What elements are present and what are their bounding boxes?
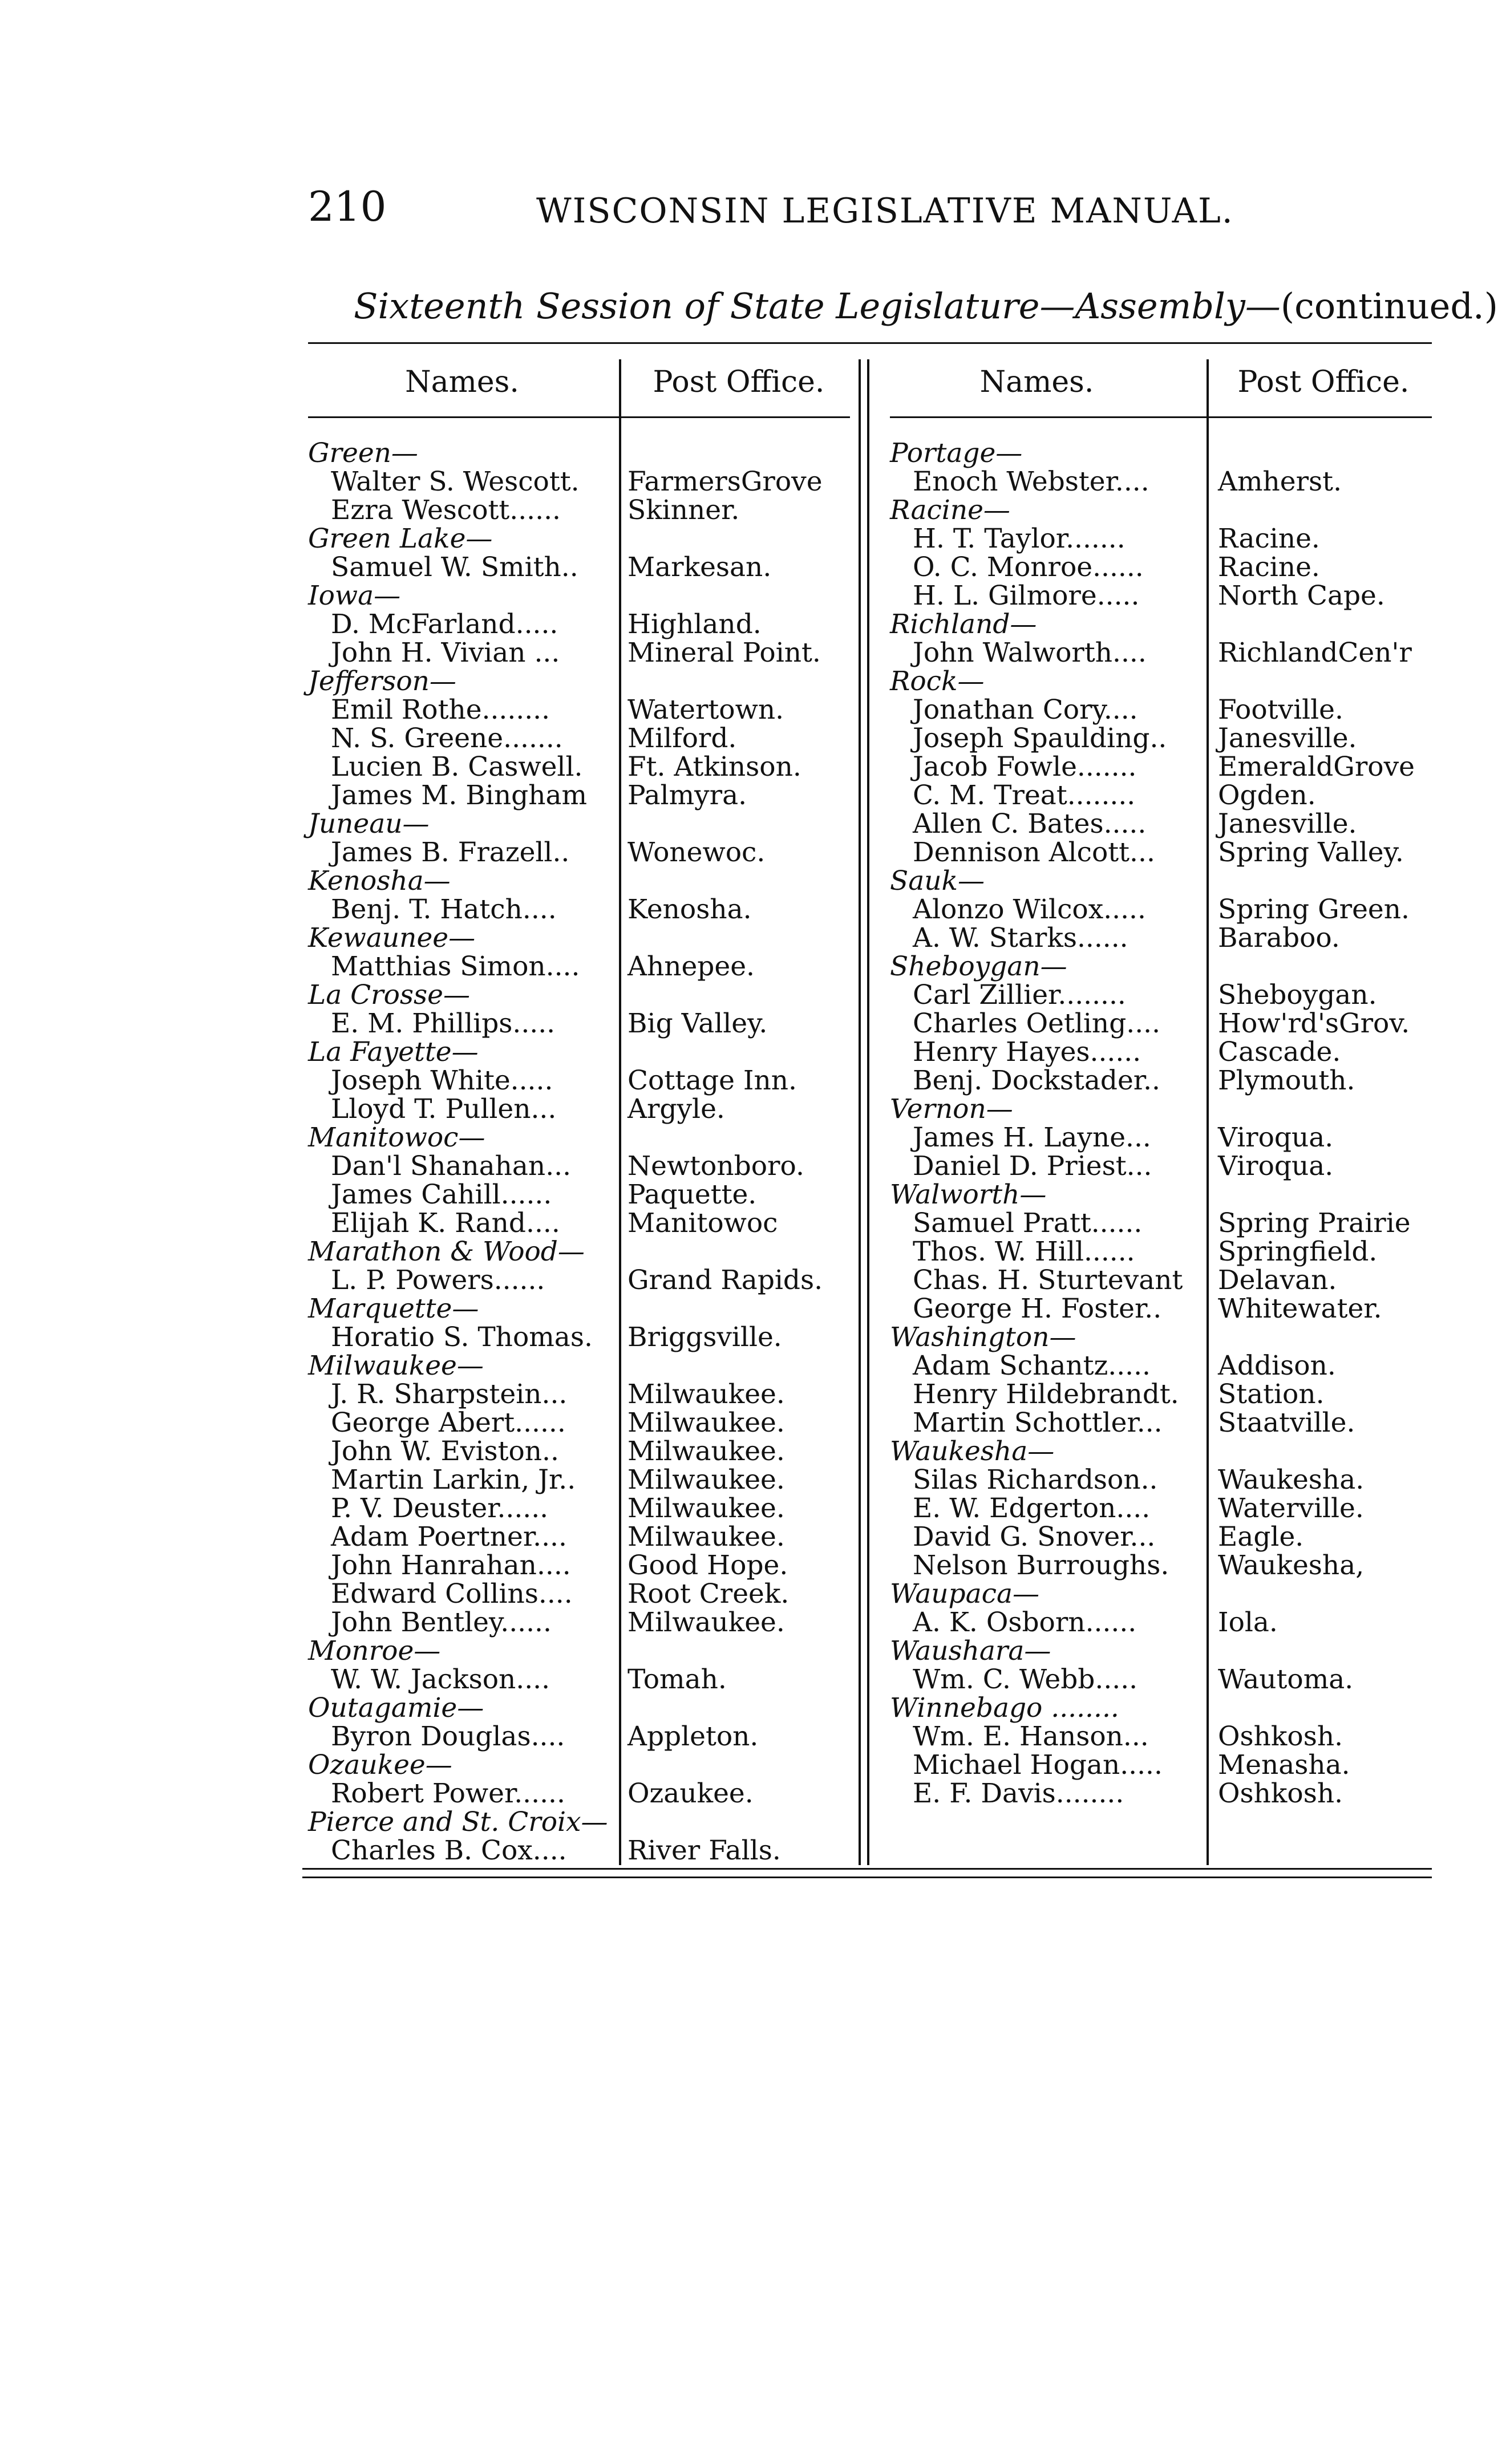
county-heading: Sauk— — [890, 865, 985, 897]
post-office: Cascade. — [1218, 1036, 1341, 1068]
county-heading: Walworth— — [890, 1179, 1047, 1210]
post-office: Milwaukee. — [628, 1493, 785, 1524]
member-name: Joseph Spaulding.. — [913, 723, 1167, 754]
county-heading: Vernon— — [890, 1093, 1013, 1125]
post-office: Footville. — [1218, 694, 1343, 726]
county-heading: La Fayette— — [308, 1036, 479, 1068]
member-name: Lucien B. Caswell. — [331, 751, 583, 783]
member-name: Jonathan Cory.... — [913, 694, 1138, 726]
post-office: Waukesha. — [1218, 1464, 1365, 1496]
member-name: E. W. Edgerton.... — [913, 1493, 1151, 1524]
post-office-blank — [628, 1124, 856, 1152]
member-name: Ezra Wescott...... — [331, 495, 561, 526]
member-name: Robert Power...... — [331, 1778, 565, 1809]
member-name: Silas Richardson.. — [913, 1464, 1158, 1496]
post-office-blank — [1218, 1694, 1440, 1723]
member-name: Alonzo Wilcox..... — [913, 894, 1146, 925]
member-name: Edward Collins.... — [331, 1578, 573, 1610]
post-office-blank — [1218, 1323, 1440, 1352]
post-office: Amherst. — [1218, 466, 1342, 497]
page-number: 210 — [308, 183, 387, 230]
post-office: Viroqua. — [1218, 1150, 1334, 1182]
member-name: James Cahill...... — [331, 1179, 552, 1210]
county-heading: Green Lake— — [308, 523, 493, 554]
county-heading: Green— — [308, 437, 418, 469]
member-name: Chas. H. Sturtevant — [913, 1265, 1183, 1296]
post-office-blank — [1218, 667, 1440, 696]
member-name: Adam Poertner.... — [331, 1521, 567, 1553]
post-office: Highland. — [628, 609, 762, 640]
member-name: Benj. T. Hatch.... — [331, 894, 557, 925]
county-heading: Monroe— — [308, 1635, 441, 1667]
county-heading: Juneau— — [308, 808, 430, 840]
post-office: Ft. Atkinson. — [628, 751, 801, 783]
post-office: Spring Green. — [1218, 894, 1410, 925]
post-office: Kenosha. — [628, 894, 752, 925]
county-heading: Marathon & Wood— — [308, 1236, 585, 1267]
member-name: John Walworth.... — [913, 637, 1147, 668]
post-office: Milwaukee. — [628, 1464, 785, 1496]
member-name: John Bentley...... — [331, 1607, 552, 1638]
post-office: Eagle. — [1218, 1521, 1304, 1553]
post-office: Waukesha, — [1218, 1550, 1365, 1581]
member-name: David G. Snover... — [913, 1521, 1156, 1553]
column-divider-1 — [619, 359, 621, 1865]
post-office: Argyle. — [628, 1093, 725, 1125]
post-office-blank — [628, 667, 856, 696]
post-office: Oshkosh. — [1218, 1778, 1343, 1809]
member-name: Henry Hayes...... — [913, 1036, 1141, 1068]
post-office: Good Hope. — [628, 1550, 788, 1581]
post-office: Racine. — [1218, 523, 1320, 554]
member-name: E. M. Phillips..... — [331, 1008, 556, 1039]
post-office: Manitowoc — [628, 1207, 778, 1239]
member-name: Wm. C. Webb..... — [913, 1664, 1138, 1695]
post-office-blank — [1218, 1437, 1440, 1466]
county-heading: Iowa— — [308, 580, 401, 611]
post-office: Delavan. — [1218, 1265, 1337, 1296]
member-name: Allen C. Bates..... — [913, 808, 1147, 840]
subtitle-continued: (continued.) — [1280, 285, 1498, 327]
post-office: Big Valley. — [628, 1008, 768, 1039]
right-names-column — [890, 439, 1204, 1808]
post-office: How'rd'sGrov. — [1218, 1008, 1410, 1039]
post-office: Janesville. — [1218, 723, 1357, 754]
member-name: Samuel Pratt...... — [913, 1207, 1143, 1239]
column-divider-2a — [859, 359, 861, 1865]
member-name: A. K. Osborn...... — [913, 1607, 1137, 1638]
post-office: Janesville. — [1218, 808, 1357, 840]
post-office: Ahnepee. — [628, 951, 755, 982]
member-name: Martin Larkin, Jr.. — [331, 1464, 576, 1496]
post-office: Grand Rapids. — [628, 1265, 823, 1296]
post-office: Staatville. — [1218, 1407, 1355, 1438]
member-name: Dan'l Shanahan... — [331, 1150, 572, 1182]
post-office: Racine. — [1218, 552, 1320, 583]
county-heading: Pierce and St. Croix— — [308, 1806, 608, 1838]
post-office-blank — [628, 924, 856, 953]
post-office: Whitewater. — [1218, 1293, 1382, 1324]
post-office: Springfield. — [1218, 1236, 1378, 1267]
post-office: Ozaukee. — [628, 1778, 754, 1809]
county-heading: Marquette— — [308, 1293, 479, 1324]
member-name: Michael Hogan..... — [913, 1749, 1163, 1781]
post-office-blank — [628, 1751, 856, 1780]
post-office-blank — [1218, 1580, 1440, 1608]
member-name: Emil Rothe........ — [331, 694, 550, 726]
county-heading: La Crosse— — [308, 979, 470, 1011]
member-name: Jacob Fowle....... — [913, 751, 1137, 783]
post-office: Root Creek. — [628, 1578, 790, 1610]
post-office-blank — [1218, 496, 1440, 525]
member-name: H. T. Taylor....... — [913, 523, 1126, 554]
post-office: Oshkosh. — [1218, 1721, 1343, 1752]
post-office: River Falls. — [628, 1835, 781, 1866]
member-name: W. W. Jackson.... — [331, 1664, 550, 1695]
post-office-blank — [628, 1637, 856, 1665]
post-office: Station. — [1218, 1379, 1325, 1410]
county-heading: Washington— — [890, 1322, 1076, 1353]
member-name: N. S. Greene....... — [331, 723, 563, 754]
post-office-blank — [628, 1238, 856, 1266]
post-office: Menasha. — [1218, 1749, 1350, 1781]
post-office-blank — [628, 810, 856, 838]
county-heading: Ozaukee— — [308, 1749, 452, 1781]
column-divider-3 — [1207, 359, 1209, 1865]
post-office-blank — [628, 1694, 856, 1723]
member-name: Dennison Alcott... — [913, 837, 1155, 868]
subtitle-italic: Sixteenth Session of State Legislature—Assembly— — [354, 285, 1281, 327]
post-office: North Cape. — [1218, 580, 1385, 611]
post-office: Milwaukee. — [628, 1379, 785, 1410]
post-office: Waterville. — [1218, 1493, 1364, 1524]
member-name: Daniel D. Priest... — [913, 1150, 1152, 1182]
post-office: Baraboo. — [1218, 922, 1340, 954]
column-divider-2b — [867, 359, 869, 1865]
post-office: RichlandCen'r — [1218, 637, 1412, 668]
post-office: Cottage Inn. — [628, 1065, 797, 1096]
post-office-blank — [1218, 1637, 1440, 1665]
member-name: D. McFarland..... — [331, 609, 558, 640]
post-office: Milwaukee. — [628, 1607, 785, 1638]
post-office: Newtonboro. — [628, 1150, 804, 1182]
post-office: Spring Valley. — [1218, 837, 1404, 868]
county-heading: Milwaukee— — [308, 1350, 484, 1381]
county-heading: Winnebago ........ — [890, 1692, 1119, 1724]
header-post-left: Post Office. — [653, 365, 825, 399]
member-name: Carl Zillier........ — [913, 979, 1126, 1011]
county-heading: Sheboygan— — [890, 951, 1067, 982]
post-office: Milford. — [628, 723, 737, 754]
county-heading: Richland— — [890, 609, 1037, 640]
member-name: Benj. Dockstader.. — [913, 1065, 1160, 1096]
post-office-blank — [628, 439, 856, 468]
member-name: Wm. E. Hanson... — [913, 1721, 1149, 1752]
post-office: Markesan. — [628, 552, 772, 583]
member-name: Elijah K. Rand.... — [331, 1207, 560, 1239]
post-office: Plymouth. — [1218, 1065, 1355, 1096]
member-name: Henry Hildebrandt. — [913, 1379, 1179, 1410]
member-name: A. W. Starks...... — [913, 922, 1128, 954]
post-office: Mineral Point. — [628, 637, 821, 668]
post-office: Skinner. — [628, 495, 740, 526]
post-office-blank — [1218, 867, 1440, 895]
county-heading: Portage— — [890, 437, 1023, 469]
member-name: John H. Vivian ... — [331, 637, 560, 668]
member-name: L. P. Powers...... — [331, 1265, 545, 1296]
member-name: John W. Eviston.. — [331, 1436, 559, 1467]
county-heading: Waukesha— — [890, 1436, 1055, 1467]
member-name: H. L. Gilmore..... — [913, 580, 1140, 611]
county-heading: Manitowoc— — [308, 1122, 485, 1153]
member-name: James M. Bingham — [331, 780, 588, 811]
post-office-blank — [628, 1295, 856, 1323]
post-office-blank — [628, 981, 856, 1010]
post-office: Milwaukee. — [628, 1407, 785, 1438]
post-office: Addison. — [1218, 1350, 1336, 1381]
member-name: John Hanrahan.... — [331, 1550, 571, 1581]
post-office-blank — [1218, 953, 1440, 981]
post-office: Watertown. — [628, 694, 784, 726]
post-office: Paquette. — [628, 1179, 757, 1210]
member-name: Lloyd T. Pullen... — [331, 1093, 557, 1125]
member-name: Walter S. Wescott. — [331, 466, 580, 497]
post-office-blank — [628, 867, 856, 895]
member-name: James B. Frazell.. — [331, 837, 570, 868]
member-name: J. R. Sharpstein... — [331, 1379, 568, 1410]
post-office: Wonewoc. — [628, 837, 766, 868]
member-name: Horatio S. Thomas. — [331, 1322, 593, 1353]
header-names-right: Names. — [979, 365, 1094, 399]
member-name: Martin Schottler... — [913, 1407, 1163, 1438]
member-name: Joseph White..... — [331, 1065, 553, 1096]
member-name: George H. Foster.. — [913, 1293, 1162, 1324]
member-name: O. C. Monroe...... — [913, 552, 1144, 583]
member-name: James H. Layne... — [913, 1122, 1151, 1153]
member-name: C. M. Treat........ — [913, 780, 1136, 811]
post-office-blank — [628, 1038, 856, 1067]
left-names-column — [308, 439, 616, 1865]
post-office: Briggsville. — [628, 1322, 782, 1353]
bottom-rule-2 — [302, 1877, 1432, 1878]
post-office: Iola. — [1218, 1607, 1278, 1638]
member-name: P. V. Deuster...... — [331, 1493, 549, 1524]
post-office: Tomah. — [628, 1664, 727, 1695]
header-rule-left — [308, 416, 850, 418]
post-office: EmeraldGrove — [1218, 751, 1415, 783]
county-heading: Outagamie— — [308, 1692, 484, 1724]
member-name: Samuel W. Smith.. — [331, 552, 578, 583]
header-rule-right — [890, 416, 1432, 418]
county-heading: Rock— — [890, 666, 985, 697]
post-office-blank — [628, 1808, 856, 1837]
post-office-blank — [628, 582, 856, 610]
post-office-blank — [1218, 1095, 1440, 1124]
member-name: Matthias Simon.... — [331, 951, 580, 982]
post-office: Milwaukee. — [628, 1436, 785, 1467]
header-names-left: Names. — [405, 365, 519, 399]
member-name: Enoch Webster.... — [913, 466, 1149, 497]
post-office: Spring Prairie — [1218, 1207, 1411, 1239]
member-name: Charles B. Cox.... — [331, 1835, 567, 1866]
county-heading: Kenosha— — [308, 865, 451, 897]
county-heading: Jefferson— — [308, 666, 456, 697]
member-name: George Abert...... — [331, 1407, 566, 1438]
member-name: Thos. W. Hill...... — [913, 1236, 1135, 1267]
member-name: Nelson Burroughs. — [913, 1550, 1169, 1581]
post-office: Ogden. — [1218, 780, 1316, 811]
right-post-column — [1218, 439, 1440, 1808]
county-heading: Waushara— — [890, 1635, 1051, 1667]
member-name: Charles Oetling.... — [913, 1008, 1161, 1039]
table-subtitle — [354, 285, 1498, 327]
member-name: E. F. Davis........ — [913, 1778, 1124, 1809]
post-office-blank — [628, 525, 856, 553]
post-office: Palmyra. — [628, 780, 747, 811]
member-name: Adam Schantz..... — [913, 1350, 1151, 1381]
bottom-rule-1 — [302, 1868, 1432, 1870]
post-office: Milwaukee. — [628, 1521, 785, 1553]
top-rule — [308, 342, 1432, 344]
left-post-column — [628, 439, 856, 1865]
post-office: FarmersGrove — [628, 466, 823, 497]
post-office: Appleton. — [628, 1721, 759, 1752]
county-heading: Waupaca— — [890, 1578, 1039, 1610]
member-name: Byron Douglas.... — [331, 1721, 565, 1752]
manual-title: WISCONSIN LEGISLATIVE MANUAL. — [536, 191, 1234, 231]
post-office-blank — [1218, 1181, 1440, 1209]
post-office-blank — [628, 1352, 856, 1380]
post-office-blank — [1218, 610, 1440, 639]
county-heading: Racine— — [890, 495, 1010, 526]
header-post-right: Post Office. — [1237, 365, 1410, 399]
post-office: Sheboygan. — [1218, 979, 1377, 1011]
post-office: Wautoma. — [1218, 1664, 1354, 1695]
county-heading: Kewaunee— — [308, 922, 476, 954]
post-office: Viroqua. — [1218, 1122, 1334, 1153]
post-office-blank — [1218, 439, 1440, 468]
